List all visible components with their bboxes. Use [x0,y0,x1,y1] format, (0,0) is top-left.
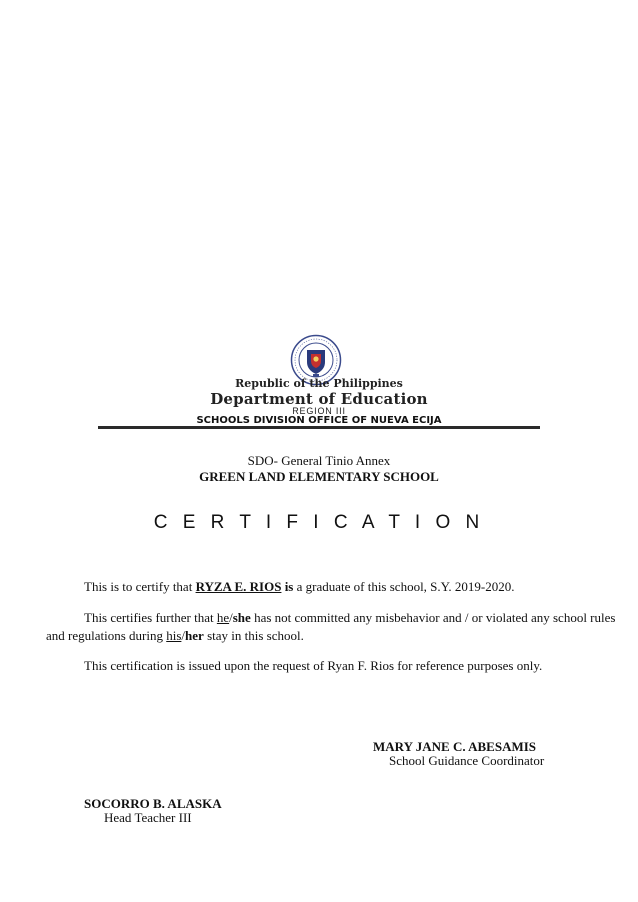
letterhead-department: Department of Education [210,390,428,408]
signatory-coordinator-title: School Guidance Coordinator [389,753,545,768]
body-paragraph-3: This certification is issued upon the request of Ryan F. Rios for reference purposes only. [84,658,543,673]
school-name: GREEN LAND ELEMENTARY SCHOOL [199,469,439,484]
signatory-head-teacher-name: SOCORRO B. ALASKA [84,796,222,811]
letterhead-region: REGION III [292,406,346,416]
body-paragraph-2: This certifies further that he/she has not committed any misbehavior and / or violated any school rules and regulations during his/her stay in this school. [46,610,616,643]
letterhead-divider [98,426,540,429]
letterhead-division: SCHOOLS DIVISION OFFICE OF NUEVA ECIJA [196,415,442,426]
letterhead-republic: Republic of the Philippines [235,377,403,390]
signatory-head-teacher-title: Head Teacher III [104,810,192,825]
document-title: C E R T I F I C A T I O N [153,512,485,533]
office-name: SDO- General Tinio Annex [247,453,391,468]
signatory-coordinator-name: MARY JANE C. ABESAMIS [373,739,537,754]
student-name: RYZA E. RIOS [195,579,282,594]
body-paragraph-1: This is to certify that RYZA E. RIOS is a graduate of this school, S.Y. 2019-2020. [84,579,515,594]
